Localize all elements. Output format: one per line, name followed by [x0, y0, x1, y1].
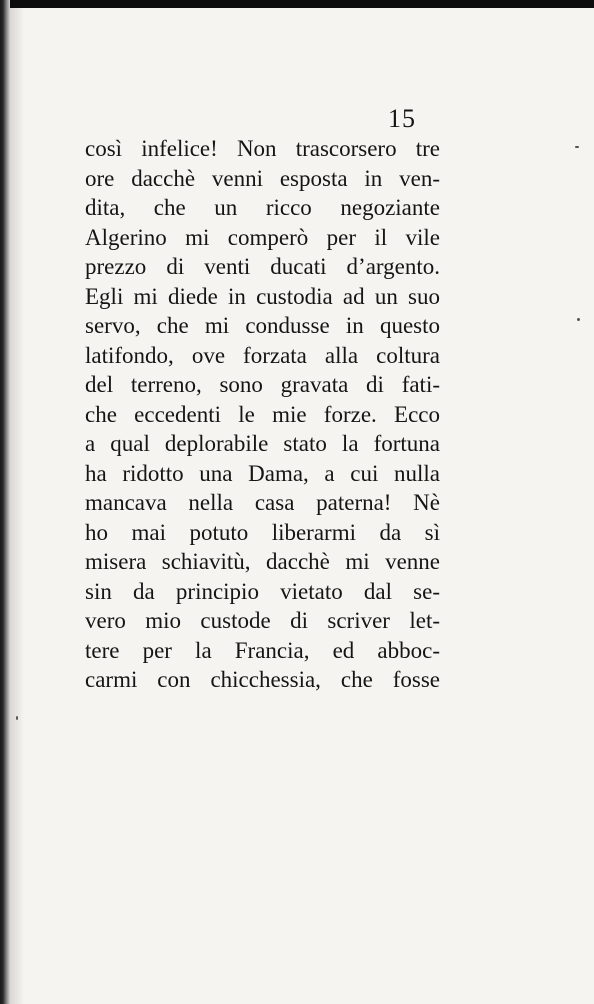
page-binding-edge [0, 0, 10, 1004]
text-line: tere per la Francia, ed abboc- [85, 637, 440, 663]
text-line: che eccedenti le mie forze. Ecco [85, 401, 440, 427]
text-line: Egli mi diede in custodia ad un suo [85, 283, 440, 309]
text-line: a qual deplorabile stato la fortuna [85, 431, 440, 456]
text-line: servo, che mi condusse in questo [85, 313, 440, 338]
text-line: sin da principio vietato dal se- [85, 578, 440, 604]
text-line: ho mai potuto liberarmi da sì [85, 519, 440, 545]
text-line: carmi con chicchessia, che fosse [85, 667, 440, 692]
paper-speck [577, 318, 580, 321]
text-line: mancava nella casa paterna! Nè [85, 490, 440, 515]
page-top-edge [0, 0, 594, 8]
text-line: del terreno, sono gravata di fati- [85, 372, 440, 397]
text-line: ore dacchè venni esposta in ven- [85, 165, 440, 191]
page-number: 15 [388, 104, 416, 133]
paper-speck [16, 716, 18, 720]
text-line: dita, che un ricco negoziante [85, 195, 440, 220]
text-line: prezzo di venti ducati d’argento. [85, 254, 440, 279]
text-line: così infelice! Non trascorsero tre [85, 136, 440, 161]
body-text [85, 134, 440, 695]
text-line: latifondo, ove forzata alla coltura [85, 342, 440, 368]
text-line: Algerino mi comperò per il vile [85, 224, 440, 250]
text-line: misera schiavitù, dacchè mi venne [85, 549, 440, 574]
text-line: vero mio custode di scriver let- [85, 608, 440, 633]
text-line: ha ridotto una Dama, a cui nulla [85, 460, 440, 486]
paper-speck [575, 146, 579, 148]
page-binding-shadow [10, 0, 24, 1004]
